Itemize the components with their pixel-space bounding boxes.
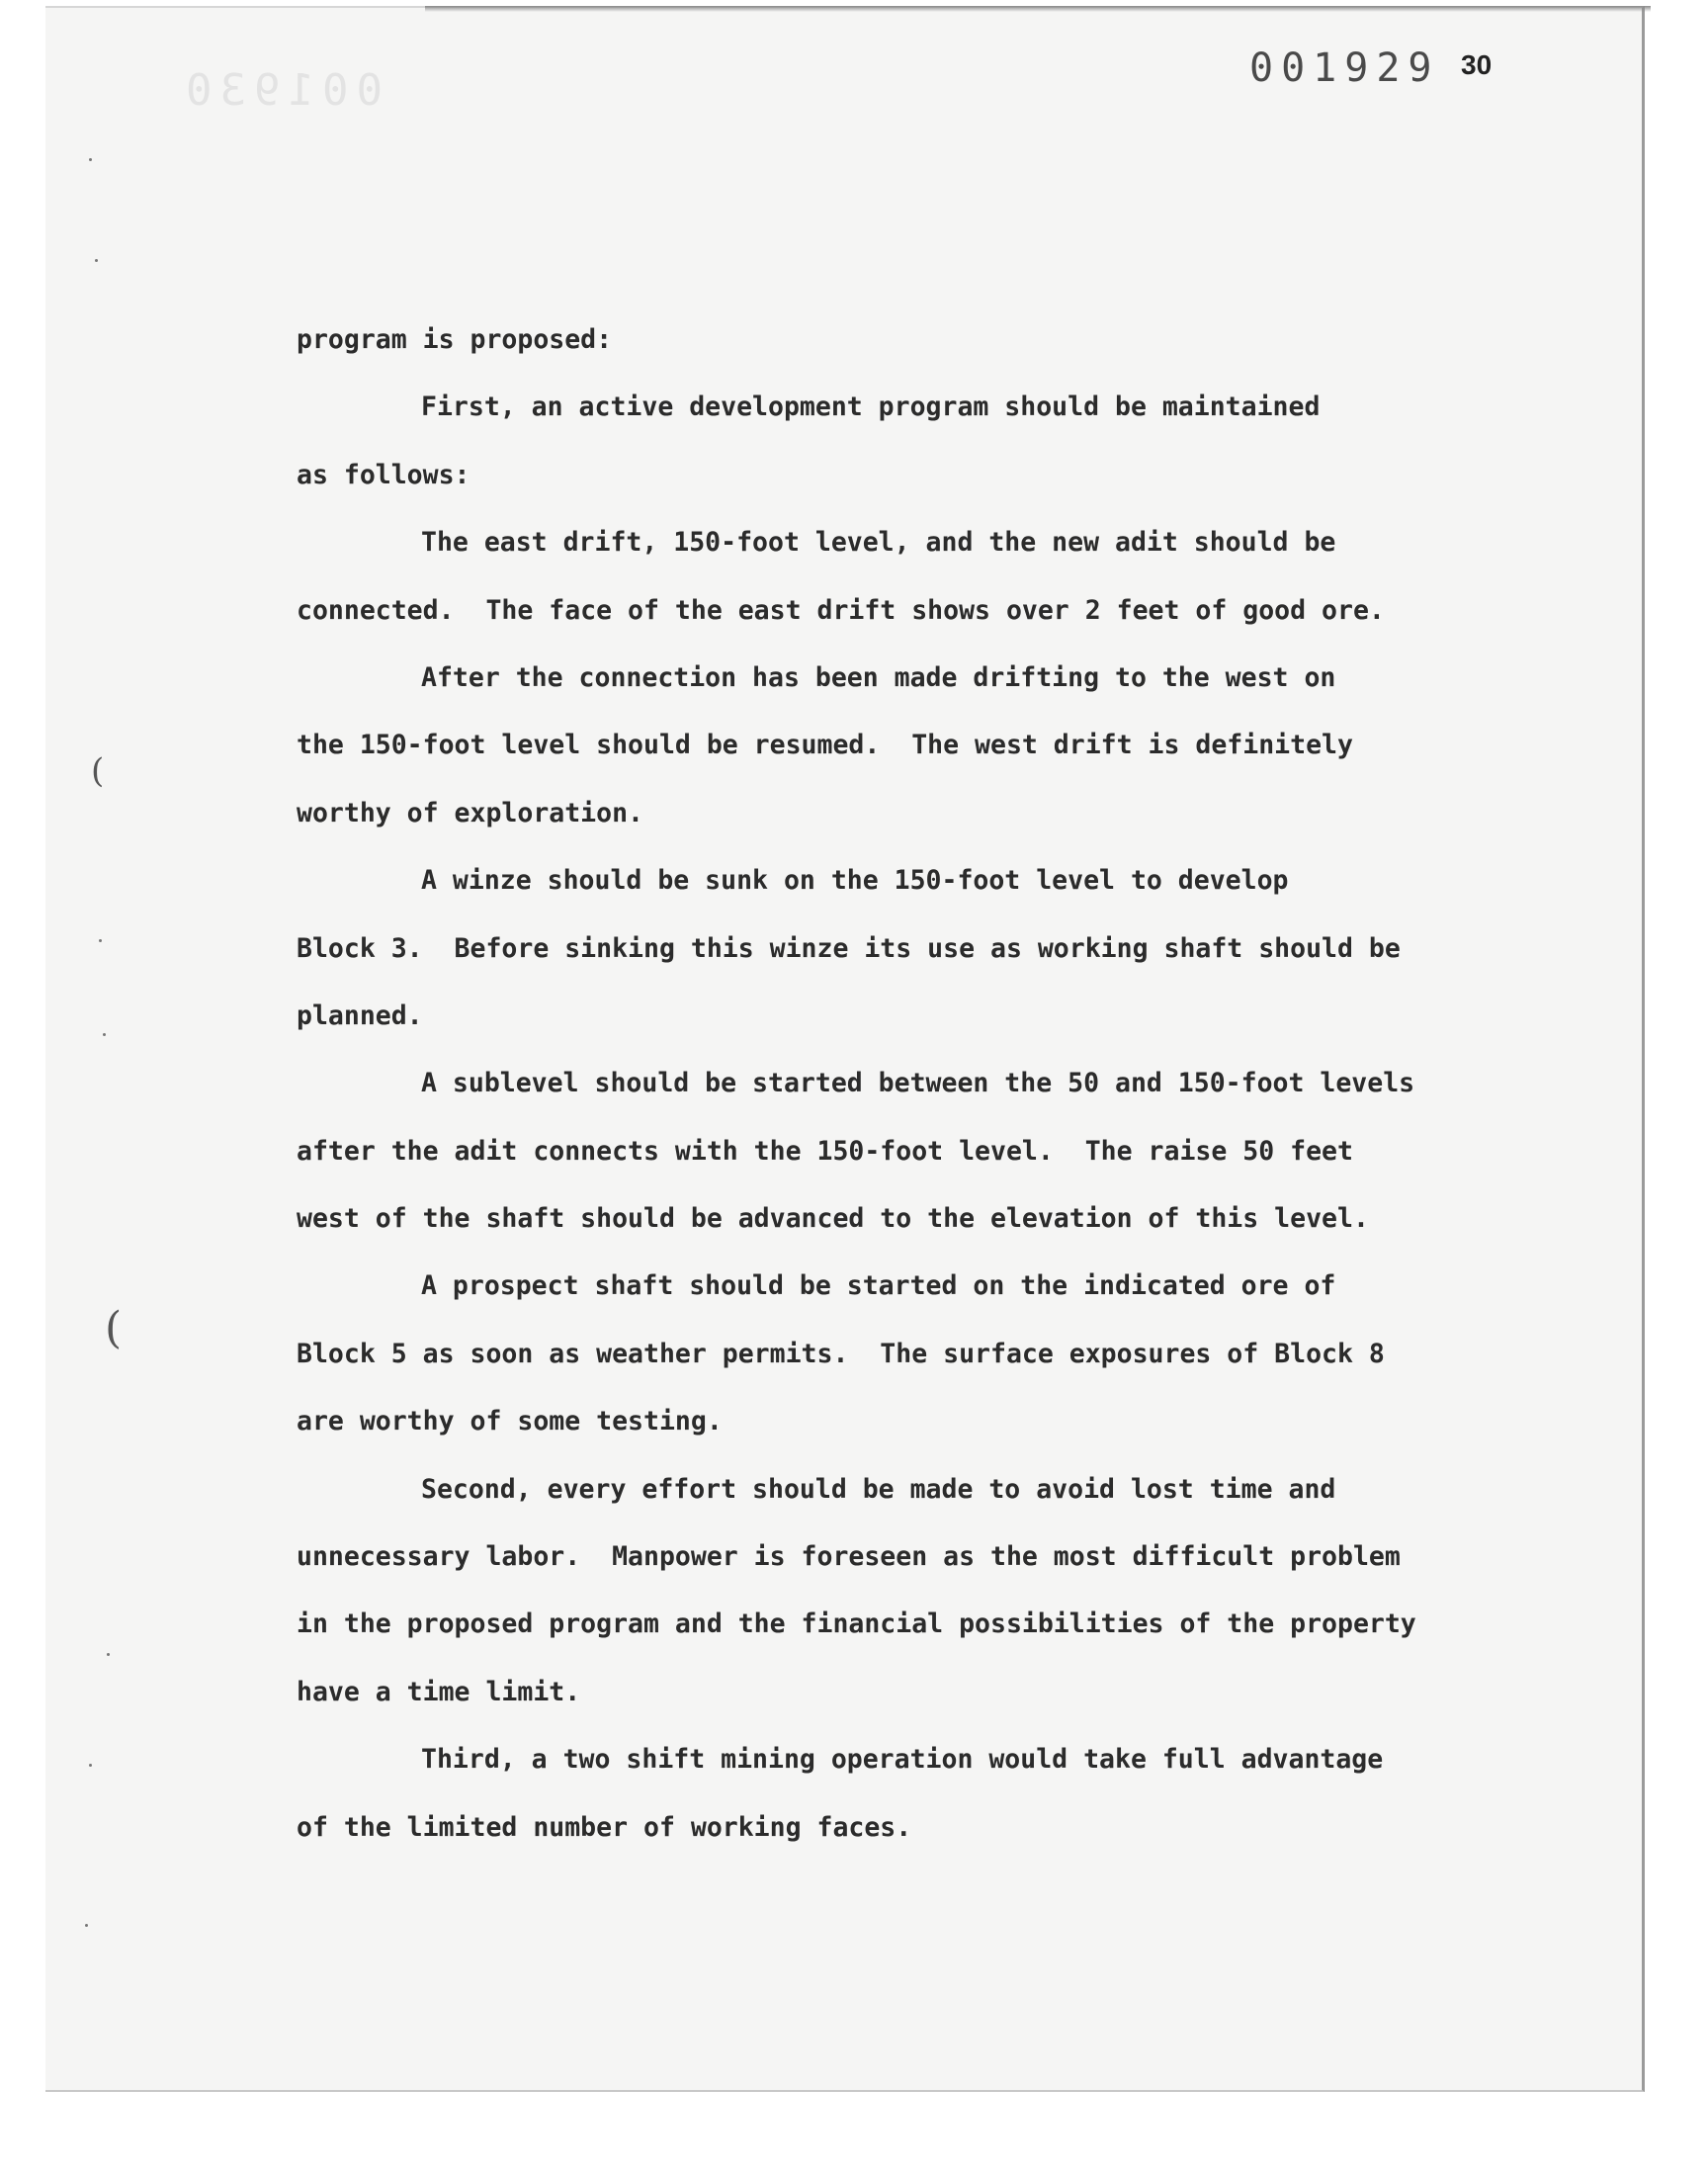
text-line: planned.: [297, 1000, 423, 1031]
text-line: After the connection has been made drifting to the west on: [421, 661, 1336, 693]
text-line: are worthy of some testing.: [297, 1406, 723, 1437]
text-line: after the adit connects with the 150-foot level. The raise 50 feet: [297, 1135, 1353, 1167]
text-line: Third, a two shift mining operation would take full advantage: [421, 1744, 1384, 1776]
scan-speck: [85, 1924, 88, 1927]
text-line: Block 3. Before sinking this winze its use as working shaft should be: [297, 932, 1401, 964]
scan-speck: [103, 1033, 106, 1036]
text-line: connected. The face of the east drift shows over 2 feet of good ore.: [297, 594, 1385, 626]
text-line: of the limited number of working faces.: [297, 1811, 912, 1843]
text-line: Block 5 as soon as weather permits. The surface exposures of Block 8: [297, 1338, 1385, 1369]
scan-speck: [95, 259, 98, 262]
page-number: 30: [1461, 49, 1493, 80]
text-line: in the proposed program and the financial possibilities of the property: [297, 1609, 1416, 1640]
scan-speck: [89, 158, 92, 161]
scan-speck: [99, 939, 102, 942]
margin-paren-upper: (: [91, 751, 105, 791]
text-line: First, an active development program should be maintained: [421, 392, 1321, 423]
text-line: The east drift, 150-foot level, and the new adit should be: [421, 527, 1336, 559]
faint-show-through-stamp: 001930: [178, 65, 383, 116]
text-line: A winze should be sunk on the 150-foot level to develop: [421, 865, 1289, 897]
text-line: unnecessary labor. Manpower is foreseen as the most difficult problem: [297, 1541, 1401, 1573]
document-body: [297, 306, 1532, 1862]
text-line: worthy of exploration.: [297, 797, 643, 828]
text-line: Second, every effort should be made to avoid lost time and: [421, 1473, 1336, 1505]
scan-speck: [107, 1653, 110, 1656]
scan-speck: [89, 1764, 92, 1767]
text-line: west of the shaft should be advanced to the elevation of this level.: [297, 1203, 1369, 1235]
text-line: A sublevel should be started between the 50 and 150-foot levels: [421, 1068, 1415, 1099]
text-line: have a time limit.: [297, 1676, 581, 1707]
scan-edge-shadow: [425, 6, 1651, 12]
text-line: the 150-foot level should be resumed. The west drift is definitely: [297, 730, 1353, 761]
text-line: as follows:: [297, 459, 470, 490]
text-line: A prospect shaft should be started on the indicated ore of: [421, 1270, 1336, 1302]
text-line: program is proposed:: [297, 324, 613, 355]
margin-paren-lower: (: [105, 1303, 123, 1353]
document-number: 001929: [1249, 45, 1440, 91]
